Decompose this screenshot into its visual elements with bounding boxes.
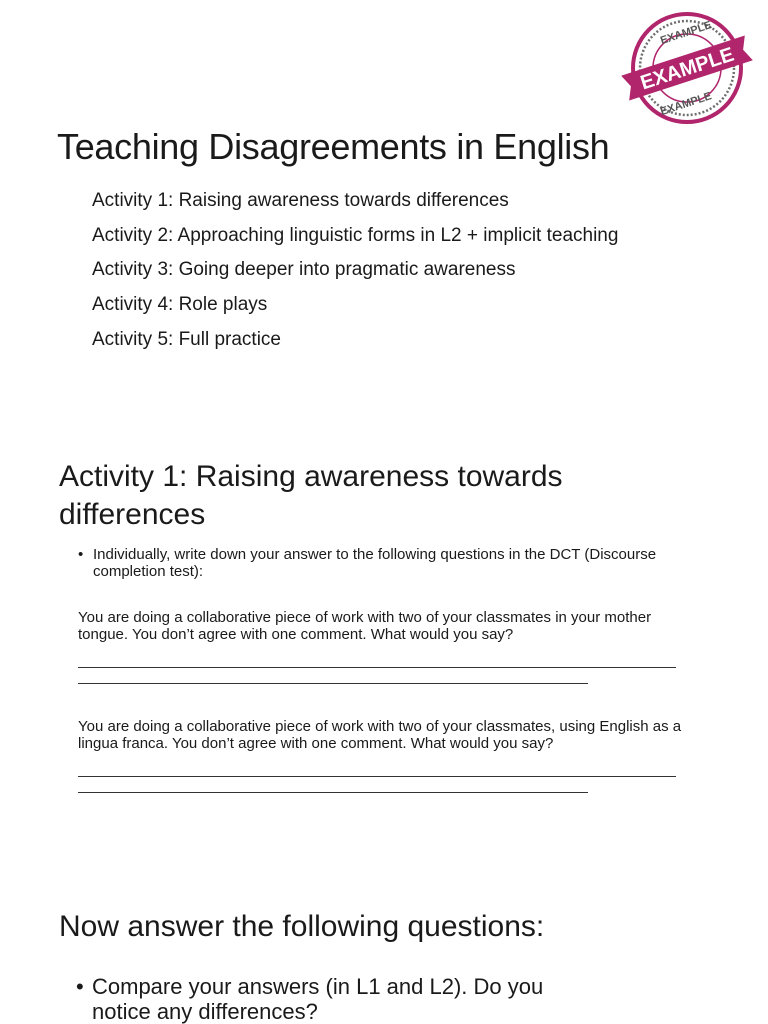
- slide2-title: Activity 1: Raising awareness towards differences: [59, 460, 563, 531]
- example-stamp-graphic: [620, 10, 754, 126]
- slide1-title: Teaching Disagreements in English: [57, 126, 610, 167]
- bullet-icon: •: [78, 546, 84, 563]
- agenda-item-3: Activity 3: Going deeper into pragmatic awareness: [92, 259, 516, 280]
- example-stamp: [620, 10, 754, 126]
- instruction-bullet: [78, 546, 658, 580]
- slide3-title: Now answer the following questions:: [59, 910, 545, 943]
- svg-text:EXAMPLE: EXAMPLE: [658, 90, 714, 119]
- compare-bullet: [76, 974, 596, 1024]
- question-1: You are doing a collaborative piece of work with two of your classmates in your mother tongue. You don’t agree with one comment. What would you say?: [78, 609, 652, 643]
- bullet-icon: •: [76, 974, 84, 999]
- agenda-item-2: Activity 2: Approaching linguistic forms in L2 + implicit teaching: [92, 225, 619, 246]
- compare-text: Compare your answers (in L1 and L2). Do you notice any differences?: [92, 974, 544, 1024]
- agenda-item-4: Activity 4: Role plays: [92, 294, 268, 315]
- agenda-item-5: Activity 5: Full practice: [92, 329, 281, 350]
- answer-line-1b: [78, 683, 588, 684]
- answer-line-1a: [78, 667, 676, 668]
- agenda-item-1: Activity 1: Raising awareness towards differences: [92, 190, 509, 211]
- question-2: You are doing a collaborative piece of work with two of your classmates, using English as a lingua franca. You don’t agree with one comment. What would you say?: [78, 718, 682, 752]
- svg-text:EXAMPLE: EXAMPLE: [658, 19, 714, 48]
- answer-line-2b: [78, 792, 588, 793]
- instruction-text: Individually, write down your answer to the following questions in the DCT (Discourse completion test):: [93, 546, 657, 580]
- answer-line-2a: [78, 776, 676, 777]
- svg-text:EXAMPLE: EXAMPLE: [637, 43, 737, 95]
